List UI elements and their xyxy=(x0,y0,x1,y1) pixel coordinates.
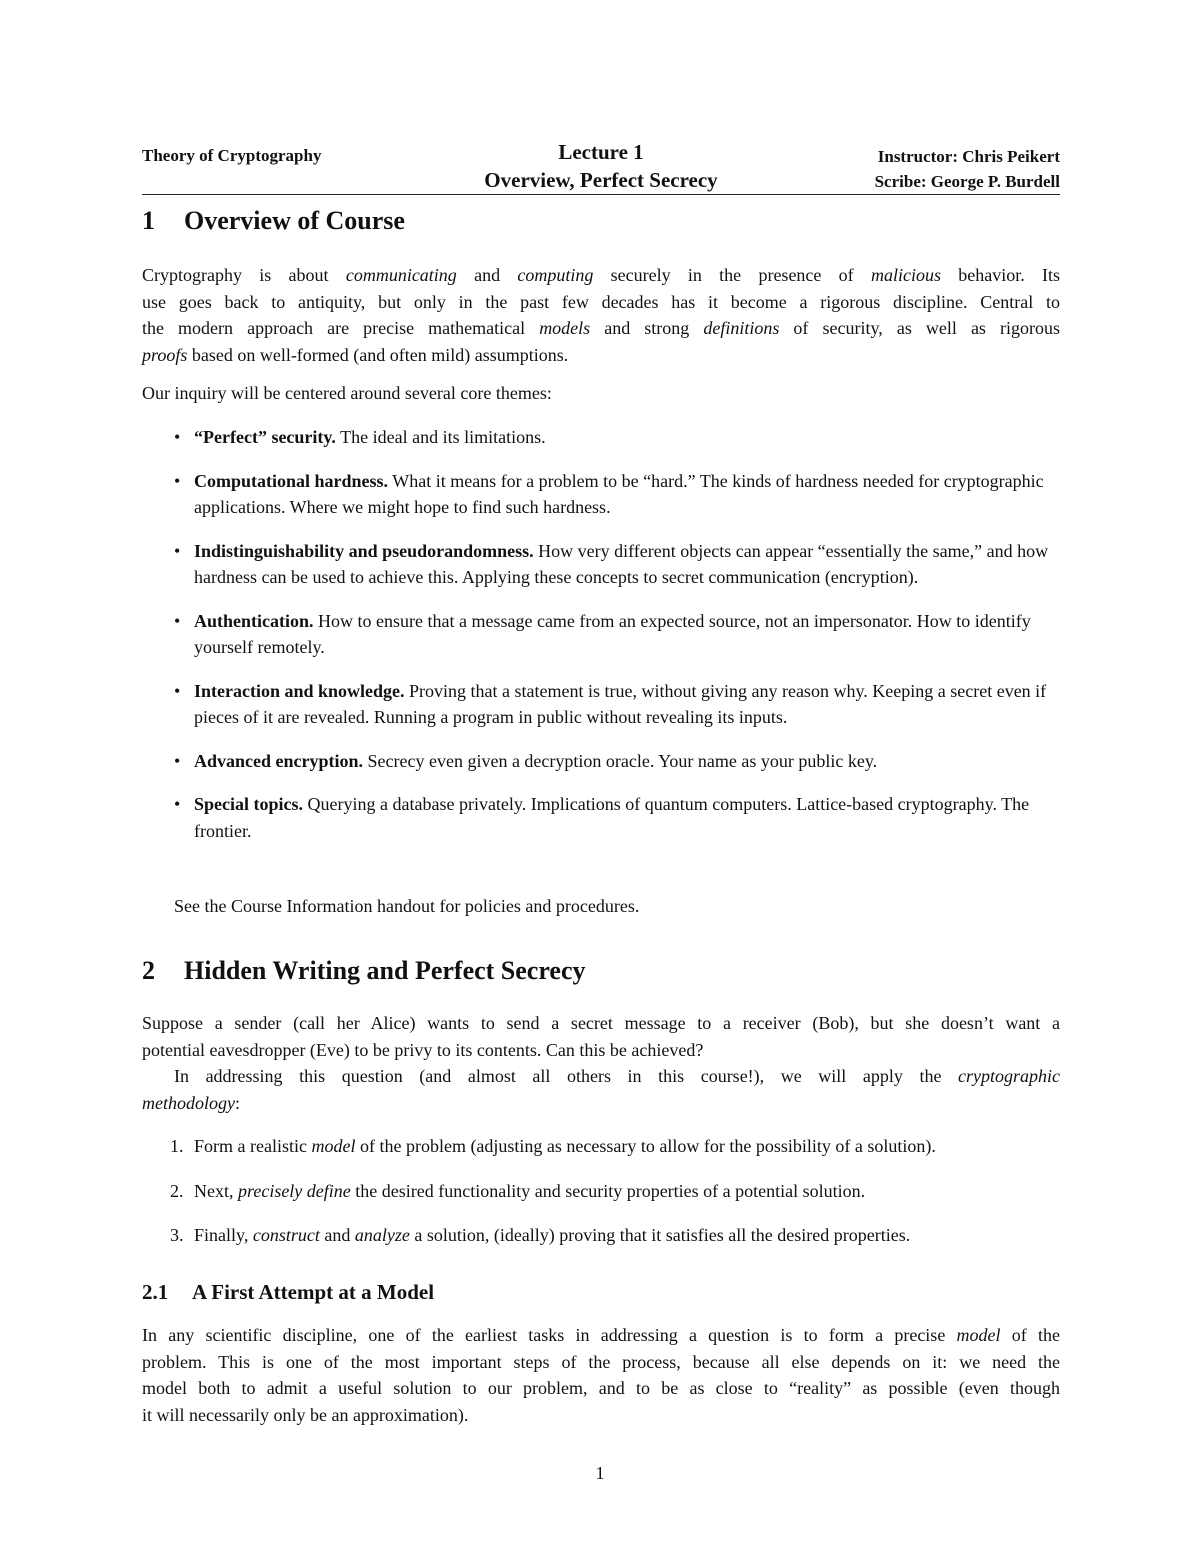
text-run: of the problem (adjusting as necessary to allow for the possibility of a solution). xyxy=(355,1136,936,1156)
text-run: : xyxy=(234,1092,240,1113)
section-number: 1 xyxy=(142,206,155,235)
course-info-note: See the Course Information handout for policies and procedures. xyxy=(174,896,640,916)
emphasis-text: methodology xyxy=(142,1092,235,1113)
section-1-heading xyxy=(142,206,405,236)
section-1-paragraph-2 xyxy=(142,380,1060,407)
text-line: problem. This is one of the most important steps of the process, because all else depends on it: we need the xyxy=(142,1351,1060,1372)
course-title: Theory of Cryptography xyxy=(142,146,322,165)
text-line xyxy=(142,262,1060,289)
bullet-term: Computational hardness. xyxy=(194,470,389,491)
text-run: behavior. Its xyxy=(940,265,1061,285)
list-item xyxy=(174,608,1060,661)
emphasis-text: analyze xyxy=(354,1225,410,1245)
subsection-number: 2.1 xyxy=(142,1280,169,1304)
emphasis-text: precisely define xyxy=(238,1180,351,1201)
bullet-text: What it means for a problem to be “hard.” The kinds of hardness needed for cryptographic applications. Where we might hope to find such hardness. xyxy=(194,470,1044,517)
text-run: Cryptography is about xyxy=(142,265,346,285)
section-title: Overview of Course xyxy=(184,206,405,235)
step-number: 3. xyxy=(170,1225,184,1245)
methodology-steps xyxy=(170,1133,1064,1267)
emphasis-text: definitions xyxy=(703,318,780,338)
text-line xyxy=(142,1090,1060,1117)
emphasis-text: construct xyxy=(252,1225,320,1245)
text-run: Finally, xyxy=(194,1225,253,1245)
lecture-credits xyxy=(875,144,1060,194)
bullet-term: Authentication. xyxy=(194,610,314,631)
text-run: In addressing this question (and almost all others in this course!), we will apply the xyxy=(174,1066,959,1086)
scribe-name: Scribe: George P. Burdell xyxy=(874,172,1060,191)
subsection-2-1-paragraph xyxy=(142,1322,1060,1428)
text-run: and xyxy=(456,265,518,285)
emphasis-text: cryptographic xyxy=(958,1066,1060,1086)
text-run: based on well-formed (and often mild) assumptions. xyxy=(187,344,569,365)
list-item xyxy=(174,748,1060,775)
text-run: In any scientific discipline, one of the earliest tasks in addressing a question is to form a precise xyxy=(142,1325,957,1345)
bullet-term: Indistinguishability and pseudorandomness. xyxy=(194,540,534,561)
themes-list xyxy=(174,424,1060,861)
text-line xyxy=(142,315,1060,342)
text-run: of security, as well as rigorous xyxy=(779,318,1060,338)
bullet-term: “Perfect” security. xyxy=(194,427,336,447)
list-item xyxy=(170,1178,1064,1205)
section-2-heading xyxy=(142,956,586,986)
text-run: and xyxy=(319,1225,355,1245)
lecture-topic: Overview, Perfect Secrecy xyxy=(484,168,718,192)
bullet-text: The ideal and its limitations. xyxy=(335,427,546,447)
list-item xyxy=(174,468,1060,521)
text-line: model both to admit a useful solution to our problem, and to be as close to “reality” as possible (even though xyxy=(142,1378,1060,1398)
list-item xyxy=(170,1133,1064,1160)
section-2-paragraph-2 xyxy=(142,1063,1060,1116)
subsection-2-1-heading xyxy=(142,1280,434,1305)
list-item xyxy=(174,424,1060,451)
emphasis-text: computing xyxy=(517,265,594,285)
section-1-paragraph-1 xyxy=(142,262,1060,368)
emphasis-text: model xyxy=(956,1325,1001,1345)
list-item xyxy=(170,1222,1064,1249)
text-run: and strong xyxy=(590,318,704,338)
text-line xyxy=(142,342,1060,369)
text-run: securely in the presence of xyxy=(593,265,871,285)
text-run: a solution, (ideally) proving that it satisfies all the desired properties. xyxy=(409,1225,911,1245)
text-line xyxy=(142,1322,1060,1349)
emphasis-text: model xyxy=(311,1136,356,1156)
instructor-name: Instructor: Chris Peikert xyxy=(877,147,1060,166)
text-line xyxy=(142,1063,1060,1090)
subsection-title: A First Attempt at a Model xyxy=(192,1280,435,1304)
step-number: 1. xyxy=(170,1136,184,1156)
text-run: Form a realistic xyxy=(194,1136,312,1156)
list-item xyxy=(174,678,1060,731)
text-run: Next, xyxy=(194,1180,238,1201)
emphasis-text: models xyxy=(539,318,591,338)
emphasis-text: communicating xyxy=(345,265,457,285)
section-title: Hidden Writing and Perfect Secrecy xyxy=(184,956,586,985)
emphasis-text: proofs xyxy=(142,344,188,365)
text-run: of the xyxy=(1000,1325,1061,1345)
list-item xyxy=(174,538,1060,591)
page-number: 1 xyxy=(595,1463,605,1483)
text-line: Suppose a sender (call her Alice) wants to send a secret message to a receiver (Bob), but she doesn’t want a xyxy=(142,1013,1060,1033)
lecture-header xyxy=(142,138,1060,195)
emphasis-text: malicious xyxy=(870,265,941,285)
bullet-text: Secrecy even given a decryption oracle. Your name as your public key. xyxy=(363,750,878,771)
section-number: 2 xyxy=(142,956,155,985)
bullet-term: Advanced encryption. xyxy=(194,750,364,771)
text-run: the modern approach are precise mathematical xyxy=(142,318,540,338)
bullet-text: How to ensure that a message came from an expected source, not an impersonator. How to identify yourself remotely. xyxy=(194,610,1031,657)
text-line: it will necessarily only be an approximation). xyxy=(142,1404,469,1425)
step-number: 2. xyxy=(170,1180,184,1201)
bullet-term: Interaction and knowledge. xyxy=(194,680,405,701)
list-item xyxy=(174,791,1060,844)
bullet-text: How very different objects can appear “essentially the same,” and how hardness can be used to achieve this. Applying these concepts to secret communication (encryption). xyxy=(194,540,1049,587)
text-run: the desired functionality and security properties of a potential solution. xyxy=(350,1180,866,1201)
bullet-text: Proving that a statement is true, without giving any reason why. Keeping a secret even if pieces of it are revealed. Running a program in public without revealing its inputs. xyxy=(194,680,1047,727)
bullet-text: Querying a database privately. Implications of quantum computers. Lattice-based cryptography. The frontier. xyxy=(194,794,1030,841)
text-line: Our inquiry will be centered around several core themes: xyxy=(142,383,552,403)
bullet-term: Special topics. xyxy=(194,794,304,814)
text-line: use goes back to antiquity, but only in the past few decades has it become a rigorous discipline. Central to xyxy=(142,291,1060,312)
section-2-paragraph-1 xyxy=(142,1010,1060,1063)
text-line: potential eavesdropper (Eve) to be privy to its contents. Can this be achieved? xyxy=(142,1039,704,1060)
lecture-number: Lecture 1 xyxy=(558,140,644,164)
